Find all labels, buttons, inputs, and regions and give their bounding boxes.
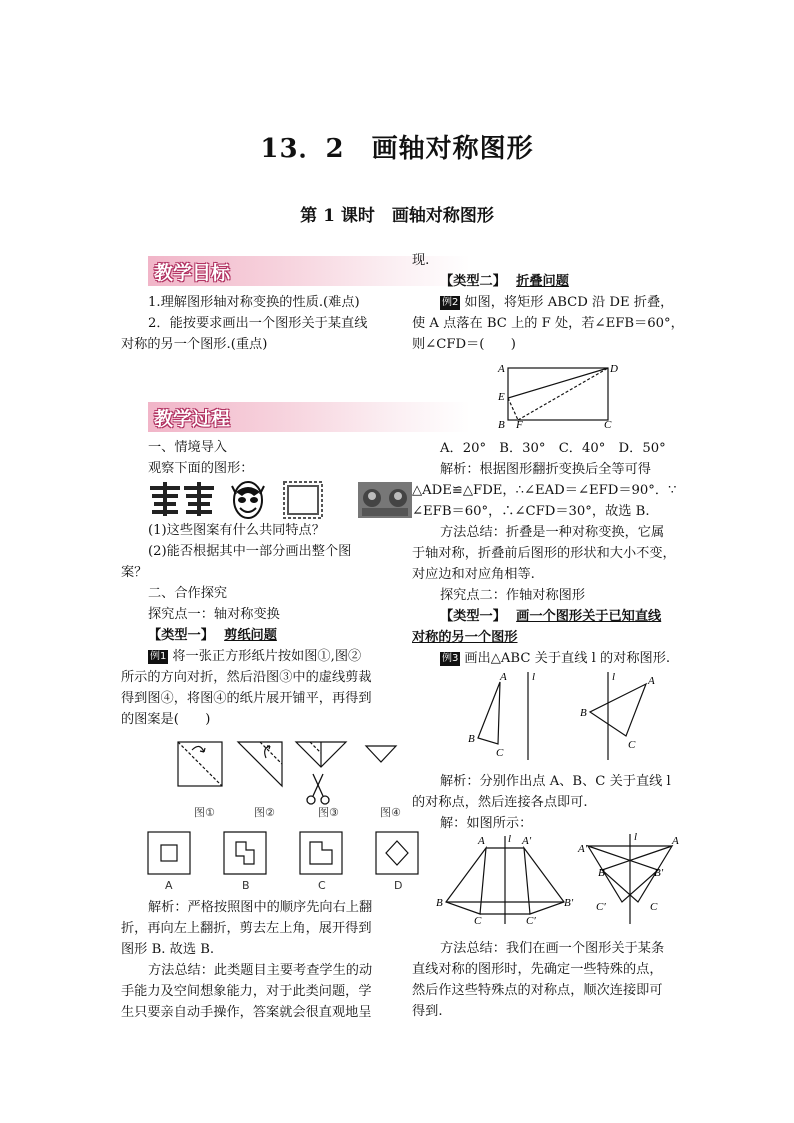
choices: A．20° B．30° C．40° D．50° — [440, 441, 666, 456]
summary-1-line-2: 手能力及空间想象能力，对于此类问题，学 — [121, 984, 372, 999]
svg-text:A: A — [648, 675, 655, 687]
label-e: E — [498, 391, 505, 403]
svg-text:C: C — [650, 901, 658, 913]
example-2-badge: 例2 — [442, 297, 459, 308]
summary-3-line-3: 然后作这些特殊点的对称点，顺次连接即可 — [412, 983, 663, 998]
example-1-line-1: 例1 将一张正方形纸片按如图①,图② — [150, 649, 362, 664]
example-2-line-1: 例2 如图，将矩形 ABCD 沿 DE 折叠， — [442, 295, 674, 310]
process-banner: 教学过程 — [148, 402, 470, 432]
svg-text:B: B — [598, 867, 605, 879]
svg-text:A: A — [500, 671, 507, 683]
summary-3-line-4: 得到. — [412, 1004, 443, 1019]
analysis-2-line-2: △ADE≌△FDE，∴∠EAD＝∠EFD＝90°．∵ — [412, 483, 677, 498]
summary-2-line-2: 于轴对称，折叠前后图形的形状和大小不变， — [412, 546, 676, 561]
svg-text:l: l — [532, 671, 536, 683]
label-a: A — [498, 363, 505, 375]
observe-text: 观察下面的图形： — [148, 461, 254, 476]
analysis-2-line-3: ∠EFB＝60°，∴∠CFD＝30°，故选 B. — [412, 504, 650, 519]
question-1: (1)这些图案有什么共同特点？ — [148, 523, 325, 538]
analysis-2-line-1: 解析：根据图形翻折变换后全等可得 — [440, 462, 651, 477]
solution-figure — [432, 830, 682, 926]
svg-text:B: B — [580, 707, 587, 719]
label-c: C — [604, 419, 612, 430]
svg-text:A: A — [672, 835, 679, 847]
example-3-badge: 例3 — [442, 653, 459, 664]
option-a-label: A — [165, 879, 173, 892]
analysis-1-line-2: 折，再向左上翻折，剪去左上角，展开得到 — [121, 921, 372, 936]
analysis-3-line-1: 解析：分别作出点 A、B、C 关于直线 l — [440, 774, 671, 789]
section-1-heading: 一、情境导入 — [148, 440, 228, 455]
fig2-triangle — [238, 742, 282, 786]
goal-1: 1.理解图形轴对称变换的性质.(难点) — [148, 295, 360, 310]
summary-3-line-1: 方法总结：我们在画一个图形关于某条 — [440, 941, 665, 956]
summary-1-line-3: 生只要亲自动手操作，答案就会很直观地呈 — [121, 1005, 372, 1020]
analysis-1-line-3: 图形 B. 故选 B. — [121, 942, 215, 957]
goal-2: 2．能按要求画出一个图形关于某直线 — [148, 316, 368, 331]
example-1-line-3: 得到图④，将图④的纸片展开铺平，再得到 — [121, 691, 372, 706]
label-d: D — [610, 363, 618, 375]
type-3-heading-cont: 对称的另一个图形 — [412, 630, 518, 645]
rectangle-fold-figure — [494, 360, 624, 430]
svg-text:C: C — [496, 747, 504, 759]
svg-text:B′: B′ — [654, 867, 664, 879]
section-2-heading: 二、合作探究 — [148, 586, 228, 601]
svg-text:C: C — [628, 739, 636, 751]
fig4-triangle — [366, 746, 396, 762]
fig-label-2: 图② — [254, 806, 275, 819]
analysis-1-line-1: 解析：严格按照图中的顺序先向右上翻 — [148, 900, 373, 915]
answer-options-figure — [140, 828, 420, 878]
double-happiness-icon — [150, 482, 214, 516]
ornament-frame-icon — [284, 482, 322, 518]
example-3-line-1: 例3 画出△ABC 关于直线 l 的对称图形. — [442, 651, 671, 666]
question-2: (2)能否根据其中一部分画出整个图 — [148, 544, 352, 559]
summary-2-line-1: 方法总结：折叠是一种对称变换，它属 — [440, 525, 665, 540]
example-1-line-4: 的图案是( ) — [121, 712, 211, 727]
question-2-cont: 案？ — [121, 565, 148, 580]
svg-text:l: l — [612, 671, 616, 683]
svg-text:B: B — [468, 733, 475, 745]
analysis-3-line-2: 的对称点，然后连接各点即可. — [412, 795, 588, 810]
page-title: 13．2 画轴对称图形 — [260, 134, 534, 164]
svg-text:A′: A′ — [522, 835, 532, 847]
example-2-line-3: 则∠CFD＝( ) — [412, 337, 516, 352]
summary-2-line-3: 对应边和对应角相等. — [412, 567, 535, 582]
svg-text:B′: B′ — [564, 897, 574, 909]
example-2-line-2: 使 A 点落在 BC 上的 F 处，若∠EFB＝60°， — [412, 316, 684, 331]
type-1-heading: 【类型一】 剪纸问题 — [148, 628, 277, 643]
svg-text:C: C — [474, 915, 482, 926]
option-c-label: C — [318, 879, 326, 892]
lion-statues-photo — [358, 482, 412, 518]
svg-text:l: l — [508, 833, 512, 845]
explore-point-1: 探究点一：轴对称变换 — [148, 607, 280, 622]
opera-mask-icon — [232, 482, 264, 518]
summary-1-line-1: 方法总结：此类题目主要考查学生的动 — [148, 963, 373, 978]
svg-text:C′: C′ — [526, 915, 536, 926]
continued-text: 现. — [412, 253, 430, 268]
fig-label-3: 图③ — [318, 806, 339, 819]
svg-text:A′: A′ — [578, 843, 588, 855]
option-b-label: B — [242, 879, 250, 892]
type-2-heading: 【类型二】 折叠问题 — [440, 274, 569, 289]
solution-label: 解：如图所示： — [440, 816, 533, 831]
explore-point-2: 探究点二：作轴对称图形 — [440, 588, 586, 603]
summary-3-line-2: 直线对称的图形时，先确定一些特殊的点， — [412, 962, 663, 977]
goals-banner: 教学目标 — [148, 256, 470, 286]
label-f: F — [516, 419, 523, 430]
example-1-line-2: 所示的方向对折，然后沿图③中的虚线剪裁 — [121, 670, 372, 685]
option-d-label: D — [394, 879, 403, 892]
svg-text:C′: C′ — [596, 901, 606, 913]
label-b: B — [498, 419, 505, 430]
goal-2-cont: 对称的另一个图形.(重点) — [121, 337, 268, 352]
type-3-heading: 【类型一】 画一个图形关于已知直线 — [440, 609, 662, 624]
lesson-subtitle: 第 1 课时 画轴对称图形 — [300, 206, 494, 226]
fig-label-4: 图④ — [380, 806, 401, 819]
symmetric-pictures — [148, 480, 412, 520]
folding-steps-figure — [170, 738, 410, 808]
fig-label-1: 图① — [194, 806, 215, 819]
svg-text:l: l — [634, 831, 638, 843]
svg-text:A: A — [478, 835, 485, 847]
triangle-line-figure — [450, 668, 680, 768]
example-1-badge: 例1 — [150, 651, 167, 662]
svg-text:B: B — [436, 897, 443, 909]
scissors-icon — [307, 774, 329, 804]
